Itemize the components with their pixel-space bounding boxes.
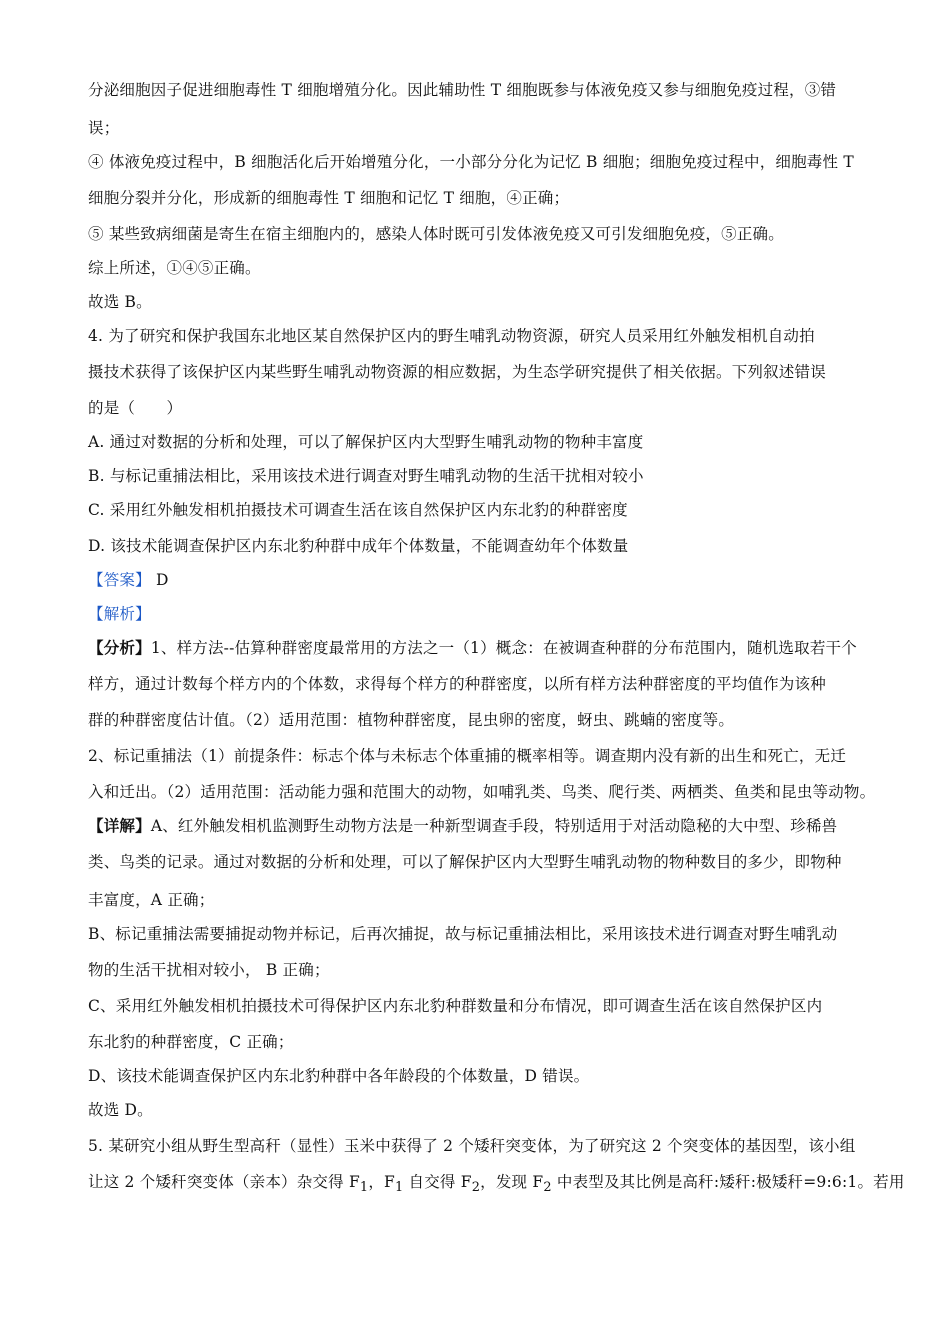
text-line: 入和迁出。（2）适用范围：活动能力强和范围大的动物，如哺乳类、鸟类、爬行类、两栖类、鱼类和昆虫等动物。 <box>88 783 876 801</box>
text-line: C、采用红外触发相机拍摄技术可得保护区内东北豹种群数量和分布情况，即可调查生活在该自然保护区内 <box>88 997 823 1015</box>
text-line: 分泌细胞因子促进细胞毒性 T 细胞增殖分化。因此辅助性 T 细胞既参与体液免疫又参与细胞免疫过程，③错 <box>88 81 837 99</box>
text-line: 类、鸟类的记录。通过对数据的分析和处理，可以了解保护区内大型野生哺乳动物的物种数目的多少，即物种 <box>88 853 842 871</box>
question-4-stem: 4. 为了研究和保护我国东北地区某自然保护区内的野生哺乳动物资源，研究人员采用红外触发相机自动拍 <box>88 327 815 345</box>
answer-line <box>88 570 868 590</box>
question-5-stem <box>88 1172 905 1198</box>
text-line: 群的种群密度估计值。（2）适用范围：植物种群密度，昆虫卵的密度，蚜虫、跳蝻的密度等。 <box>88 711 735 729</box>
question-4-stem: 的是（ ） <box>88 399 183 417</box>
text-run: ，发现 F <box>480 1173 544 1191</box>
text-line: 误； <box>88 119 120 137</box>
text-line: 综上所述，①④⑤正确。 <box>88 259 261 277</box>
subscript: 2 <box>543 1180 552 1196</box>
option-d: D. 该技术能调查保护区内东北豹种群中成年个体数量，不能调查幼年个体数量 <box>88 537 629 555</box>
option-c: C. 采用红外触发相机拍摄技术可调查生活在该自然保护区内东北豹的种群密度 <box>88 501 628 519</box>
text-run: 自交得 F <box>403 1173 472 1191</box>
subscript: 1 <box>394 1180 404 1196</box>
option-b: B. 与标记重捕法相比，采用该技术进行调查对野生哺乳动物的生活干扰相对较小 <box>88 467 644 485</box>
text-run: ，F <box>368 1173 395 1191</box>
text-line: 2、标记重捕法（1）前提条件：标志个体与未标志个体重捕的概率相等。调查期内没有新的出生和死亡，无迁 <box>88 747 847 765</box>
text-line: 丰富度，A 正确； <box>88 891 215 909</box>
analysis-text: 1、样方法--估算种群密度最常用的方法之一（1）概念：在被调查种群的分布范围内，随机选取若干个 <box>150 639 857 657</box>
analysis-heading: 【分析】 <box>88 638 151 657</box>
question-4-stem: 摄技术获得了该保护区内某些野生哺乳动物资源的相应数据，为生态学研究提供了相关依据。下列叙述错误 <box>88 363 826 381</box>
question-5-stem: 5. 某研究小组从野生型高秆（显性）玉米中获得了 2 个矮秆突变体，为了研究这 2 个突变体的基因型，该小组 <box>88 1137 856 1155</box>
text-line: ④ 体液免疫过程中，B 细胞活化后开始增殖分化，一小部分分化为记忆 B 细胞；细胞免疫过程中，细胞毒性 T <box>88 153 854 171</box>
text-line: ⑤ 某些致病细菌是寄生在宿主细胞内的，感染人体时既可引发体液免疫又可引发细胞免疫，⑤正确。 <box>88 225 784 243</box>
text-line: 细胞分裂并分化，形成新的细胞毒性 T 细胞和记忆 T 细胞，④正确； <box>88 189 570 207</box>
text-line: D、该技术能调查保护区内东北豹种群中各年龄段的个体数量，D 错误。 <box>88 1067 590 1085</box>
detail-heading: 【详解】 <box>88 816 151 835</box>
analysis-label: 【解析】 <box>88 605 151 623</box>
text-line: 故选 B。 <box>88 293 152 311</box>
answer-label: 【答案】 <box>88 571 151 589</box>
text-line: 东北豹的种群密度，C 正确； <box>88 1033 294 1051</box>
text-run: 让这 2 个矮秆突变体（亲本）杂交得 F <box>88 1173 360 1191</box>
subscript: 1 <box>359 1180 369 1196</box>
option-a: A. 通过对数据的分析和处理，可以了解保护区内大型野生哺乳动物的物种丰富度 <box>88 433 644 451</box>
answer-value: D <box>150 571 169 589</box>
subscript: 2 <box>471 1180 481 1196</box>
text-line <box>88 638 868 658</box>
detail-text: A、红外触发相机监测野生动物方法是一种新型调查手段，特别适用于对活动隐秘的大中型、珍稀兽 <box>150 817 838 835</box>
text-line <box>88 816 868 836</box>
text-line: 物的生活干扰相对较小， B 正确； <box>88 961 330 979</box>
text-line: 样方，通过计数每个样方内的个体数，求得每个样方的种群密度，以所有样方法种群密度的平均值作为该种 <box>88 675 826 693</box>
text-run: 中表型及其比例是高秆:矮秆:极矮秆=9:6:1。若用 <box>551 1173 905 1191</box>
text-line: 故选 D。 <box>88 1101 153 1119</box>
text-line: B、标记重捕法需要捕捉动物并标记，后再次捕捉，故与标记重捕法相比，采用该技术进行调查对野生哺乳动 <box>88 925 838 943</box>
